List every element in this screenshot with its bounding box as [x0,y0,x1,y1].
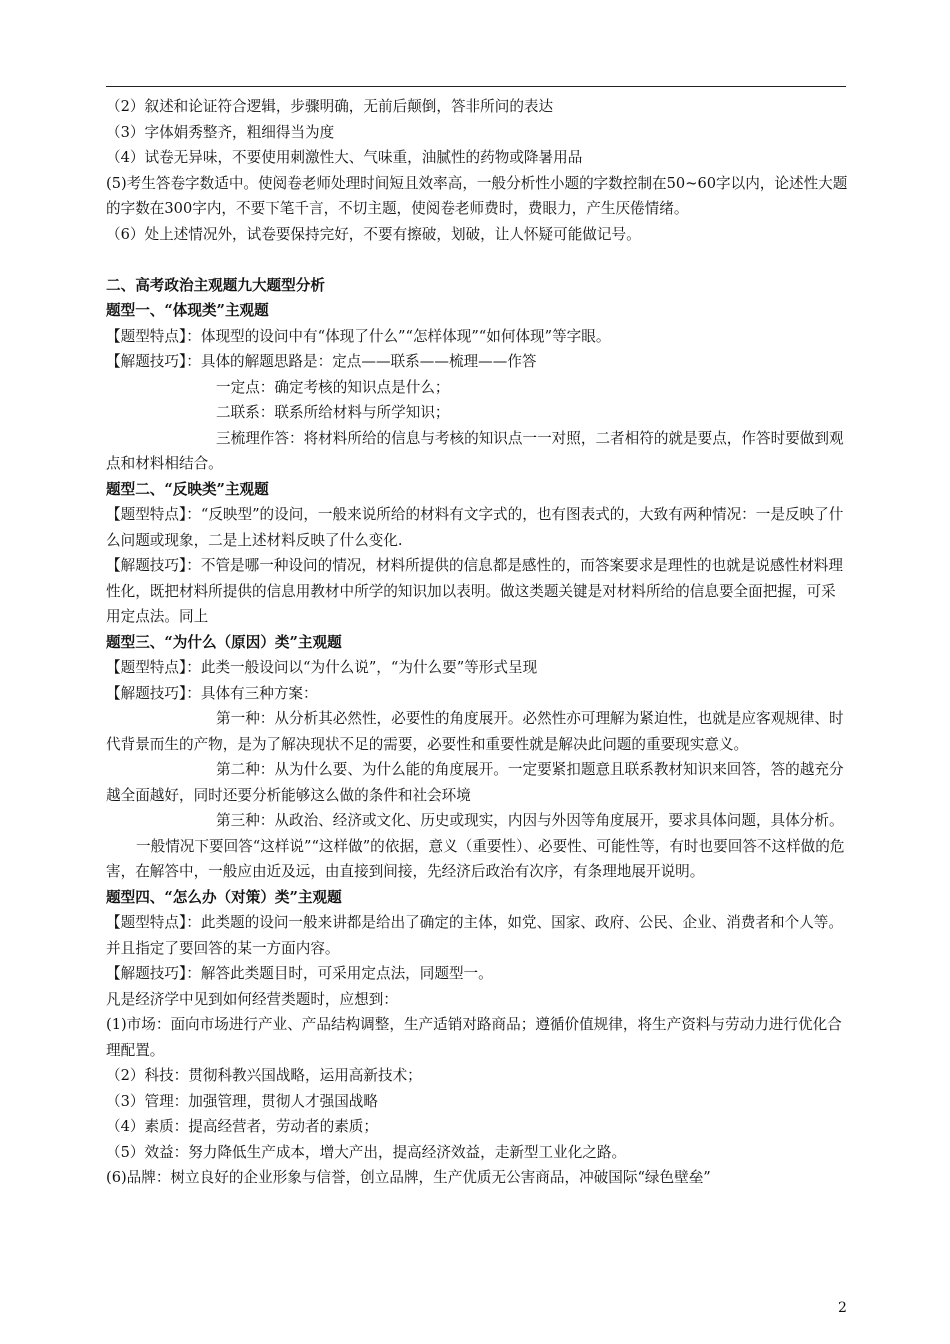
paragraph: 第一种：从分析其必然性，必要性的角度展开。必然性亦可理解为紧迫性，也就是应客观规律、时代背景而生的产物，是为了解决现状不足的需要，必要性和重要性就是解决此问题的重要现实意义。 [106,710,844,753]
paragraph: 【题型特点】：体现型的设问中有“体现了什么”“怎样体现”“如何体现”等字眼。 [106,327,611,345]
paragraph: （5）效益：努力降低生产成本，增大产出，提高经济效益，走新型工业化之路。 [106,1143,627,1161]
page-number: 2 [838,1300,847,1316]
paragraph: 一定点：确定考核的知识点是什么； [216,378,450,396]
paragraph: 【解题技巧】：具体有三种方案： [106,684,318,702]
paragraph: 凡是经济学中见到如何经营类题时，应想到： [106,990,398,1008]
paragraph: 题型三、“为什么（原因）类”主观题 [106,633,342,651]
paragraph: (5)考生答卷字数适中。使阅卷老师处理时间短且效率高，一般分析性小题的字数控制在50~60字以内，论述性大题的字数在300字内，不要下笔千言，不切主题，使阅卷老师费时，费眼力，产生厌倦情绪。 [106,174,848,217]
paragraph: （6）处上述情况外，试卷要保持完好，不要有擦破，划破，让人怀疑可能做记号。 [106,225,641,243]
paragraph: （2）科技：贯彻科教兴国战略，运用高新技术； [106,1067,422,1084]
paragraph: 二联系：联系所给材料与所学知识； [216,404,450,421]
paragraph: 题型二、“反映类”主观题 [106,480,269,498]
paragraph: 题型一、“体现类”主观题 [106,302,269,319]
paragraph: 【解题技巧】：解答此类题目时，可采用定点法，同题型一。 [106,965,493,982]
paragraph: 第二种：从为什么要、为什么能的角度展开。一定要紧扣题意且联系教材知识来回答，答的越充分越全面越好，同时还要分析能够这么做的条件和社会环境 [106,761,844,804]
paragraph: 【解题技巧】：不管是哪一种设问的情况，材料所提供的信息都是感性的，而答案要求是理性的也就是说感性材料理性化，既把材料所提供的信息用教材中所学的知识加以表明。做这类题关键是对材料所给的信息要全面把握，可采用定点法。同上 [106,557,843,625]
paragraph: 二、高考政治主观题九大题型分析 [106,276,325,294]
paragraph: 【解题技巧】：具体的解题思路是：定点——联系——梳理——作答 [106,353,537,370]
paragraph: 【题型特点】：“反映型”的设问，一般来说所给的材料有文字式的，也有图表式的，大致有两种情况：一是反映了什么问题或现象，二是上述材料反映了什么变化. [106,506,844,549]
paragraph: （2）叙述和论证符合逻辑，步骤明确，无前后颠倒，答非所问的表达 [106,98,554,115]
paragraph: 【题型特点】：此类一般设问以“为什么说”，“为什么要”等形式呈现 [106,659,538,676]
paragraph: （4）素质：提高经营者，劳动者的素质； [106,1118,378,1135]
paragraph: （3）管理：加强管理，贯彻人才强国战略 [106,1092,378,1110]
paragraph: 题型四、“怎么办（对策）类”主观题 [106,888,342,906]
paragraph: 三梳理作答：将材料所给的信息与考核的知识点一一对照，二者相符的就是要点，作答时要做到观点和材料相结合。 [106,429,844,472]
paragraph: （4）试卷无异味，不要使用刺激性大、气味重，油腻性的药物或降暑用品 [106,149,583,166]
paragraph: 一般情况下要回答“这样说”“这样做”的依据，意义（重要性）、必要性、可能性等，有时也要回答不这样做的危害，在解答中，一般应由近及远，由直接到间接，先经济后政治有次序，有条理地展开说明。 [106,837,845,880]
paragraph: 【题型特点】：此类题的设问一般来讲都是给出了确定的主体，如党、国家、政府、公民、企业、消费者和个人等。并且指定了要回答的某一方面内容。 [106,914,843,957]
paragraph: 第三种：从政治、经济或文化、历史或现实，内因与外因等角度展开，要求具体问题，具体分析。 [216,812,844,829]
paragraph: (1)市场：面向市场进行产业、产品结构调整，生产适销对路商品；遵循价值规律，将生产资料与劳动力进行优化合理配置。 [106,1016,842,1059]
header-rule [106,86,846,87]
paragraph: (6)品牌：树立良好的企业形象与信誉，创立品牌，生产优质无公害商品，冲破国际“绿色壁垒” [106,1169,711,1186]
document-body [106,94,848,1191]
paragraph: （3）字体娟秀整齐，粗细得当为度 [106,123,335,141]
